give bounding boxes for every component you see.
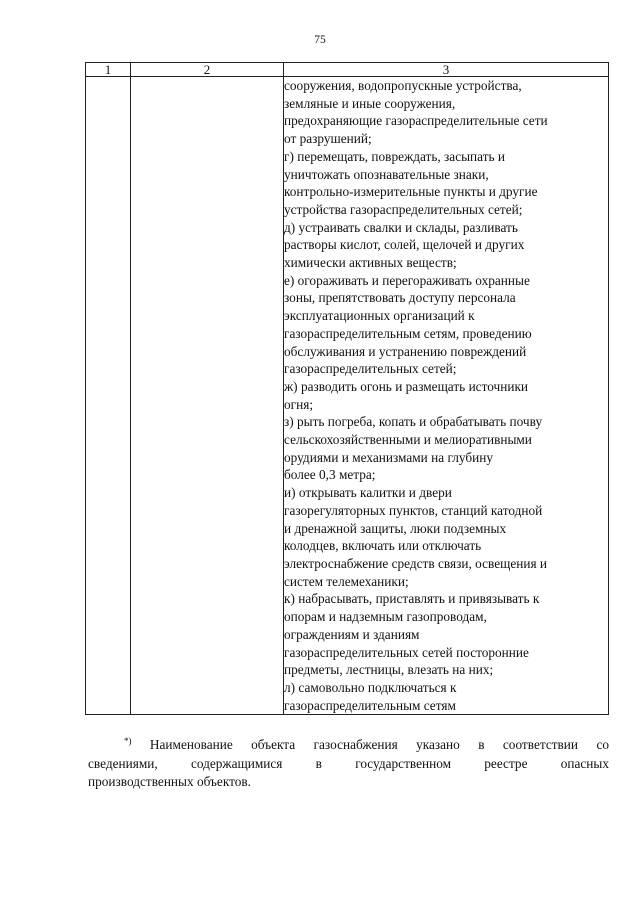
text-line: растворы кислот, солей, щелочей и других	[284, 237, 525, 253]
text-line: контрольно-измерительные пункты и другие	[284, 184, 538, 200]
column-header-1: 1	[86, 63, 131, 77]
text-line: з) рыть погреба, копать и обрабатывать почву	[284, 414, 543, 430]
footnote-line: сведениями, содержащимися в государственном реестре опасных	[88, 755, 609, 771]
text-line: более 0,3 метра;	[284, 467, 376, 483]
text-line: сооружения, водопропускные устройства,	[284, 78, 522, 93]
text-line: предметы, лестницы, влезать на них;	[284, 662, 494, 678]
text-line: эксплуатационных организаций к	[284, 308, 475, 324]
text-line: орудиями и механизмами на глубину	[284, 449, 493, 465]
footnote-text: Наименование объекта газоснабжения указано в соответствии со	[149, 737, 609, 752]
text-line: л) самовольно подключаться к	[284, 679, 457, 695]
text-line: огня;	[284, 396, 314, 412]
text-line: д) устраивать свалки и склады, разливать	[284, 219, 518, 235]
text-line: и) открывать калитки и двери	[284, 485, 452, 501]
text-line: г) перемещать, повреждать, засыпать и	[284, 148, 506, 164]
text-line: от разрушений;	[284, 131, 372, 147]
text-line: газорегуляторных пунктов, станций катодной	[284, 502, 543, 518]
footnote	[88, 732, 609, 792]
text-line: к) набрасывать, приставлять и привязывать к	[284, 591, 540, 607]
cell-col-3	[284, 77, 609, 715]
text-line: е) огораживать и перегораживать охранные	[284, 272, 530, 288]
text-line: зоны, препятствовать доступу персонала	[284, 290, 516, 306]
footnote-marker: *)	[124, 736, 132, 746]
text-line: газораспределительным сетям	[284, 697, 456, 713]
text-line: опорам и надземным газопроводам,	[284, 609, 487, 625]
text-line: ограждениям и зданиям	[284, 626, 420, 642]
text-line: газораспределительным сетям, проведению	[284, 325, 532, 341]
text-line: газораспределительных сетей;	[284, 361, 457, 377]
text-line: и дренажной защиты, люки подземных	[284, 520, 507, 536]
table-header-row	[86, 63, 609, 77]
text-line: сельскохозяйственными и мелиоративными	[284, 432, 532, 448]
text-line: электроснабжение средств связи, освещения и	[284, 555, 548, 571]
cell-col-2	[131, 77, 284, 715]
footnote-line	[88, 732, 609, 755]
text-line: колодцев, включать или отключать	[284, 538, 482, 554]
footnote-line: производственных объектов.	[88, 774, 251, 789]
column-header-2: 2	[131, 63, 284, 77]
column-header-3: 3	[284, 63, 609, 77]
cell-col-1	[86, 77, 131, 715]
page-number: 75	[314, 34, 326, 46]
table-row	[86, 77, 609, 715]
text-line: устройства газораспределительных сетей;	[284, 201, 523, 217]
text-line: газораспределительных сетей посторонние	[284, 644, 529, 660]
requirements-table	[85, 62, 609, 715]
text-line: ж) разводить огонь и размещать источники	[284, 378, 529, 394]
text-line: систем телемеханики;	[284, 573, 409, 589]
text-line: земляные и иные сооружения,	[284, 95, 456, 111]
text-line: химически активных веществ;	[284, 255, 457, 271]
text-line: обслуживания и устранению повреждений	[284, 343, 527, 359]
text-line: предохраняющие газораспределительные сети	[284, 113, 548, 129]
text-line: уничтожать опознавательные знаки,	[284, 166, 489, 182]
